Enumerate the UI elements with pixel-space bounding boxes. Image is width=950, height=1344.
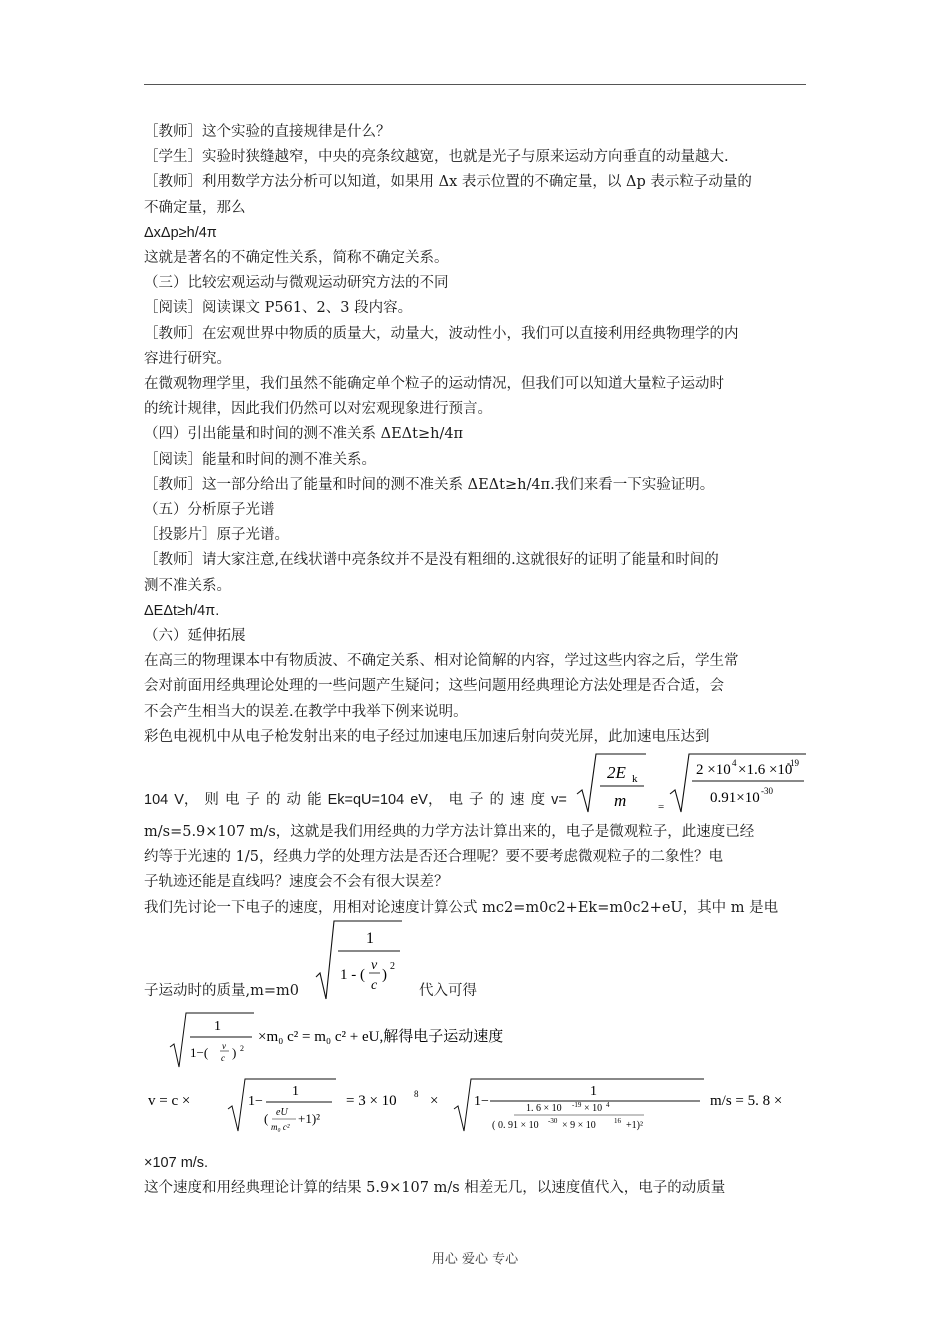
sqrt-formula-mass	[314, 917, 404, 1005]
times-sign: ×	[430, 1092, 439, 1109]
paragraph: 104 V， 则 电 子 的 动 能 Ek=qU=104 eV， 电 子 的 速 度 v=	[144, 792, 567, 809]
variable-m0c2: m₀ c²	[271, 1121, 290, 1132]
formula-line: ΔEΔt≥h/4π.	[144, 602, 220, 619]
sqrt-formula-energy	[162, 1009, 582, 1071]
paragraph: ×107 m/s.	[144, 1154, 209, 1171]
exponent: -30	[548, 1116, 558, 1125]
equation-units: m/s = 5. 8 ×	[710, 1092, 783, 1109]
fraction-numerator: 1	[590, 1083, 597, 1099]
equation-mid: = 3 × 10	[346, 1092, 397, 1109]
exponent: 2	[390, 960, 395, 972]
fraction-subscript: k	[632, 773, 638, 786]
equation-velocity	[144, 1073, 806, 1139]
fraction-numerator: ×1.6 ×10	[738, 762, 793, 779]
paragraph: 我们先讨论一下电子的速度，用相对论速度计算公式 mc2=m0c2+Ek=m0c2+eU，其中 m 是电	[144, 899, 779, 916]
fraction-denominator: 0. 91 × 10	[498, 1119, 539, 1131]
exponent: -30	[761, 786, 773, 797]
paragraph: ［投影片］原子光谱。	[144, 527, 289, 544]
exponent: -19	[572, 1100, 582, 1109]
paragraph: ［教师］这个实验的直接规律是什么？	[144, 124, 391, 140]
fraction-denominator: +1)²	[626, 1119, 643, 1131]
paragraph: ［教师］在宏观世界中物质的质量大，动量大，波动性小，我们可以直接利用经典物理学的内	[144, 325, 739, 342]
fraction-denominator: 1−(	[190, 1044, 209, 1060]
fraction-denominator: m	[614, 791, 627, 811]
fraction-denominator: 0.91×10	[710, 790, 760, 807]
exponent: 16	[614, 1116, 621, 1125]
section-heading: （三）比较宏观运动与微观运动研究方法的不同	[144, 275, 449, 292]
expression: 1−	[474, 1093, 489, 1109]
variable-v: v	[371, 957, 378, 973]
exponent: 4	[606, 1100, 610, 1109]
fraction-numerator: 2 ×10	[696, 762, 731, 779]
paragraph: ［学生］实验时狭缝越窄，中央的亮条纹越宽，也就是光子与原来运动方向垂直的动量越大.	[144, 149, 729, 166]
paragraph: 容进行研究。	[144, 350, 231, 367]
exponent: 8	[414, 1088, 419, 1099]
variable-v: v	[222, 1040, 226, 1051]
radical-sign	[170, 1013, 254, 1067]
variable-c: c	[371, 977, 378, 993]
exponent: -19	[787, 758, 799, 769]
paragraph: 的统计规律，因此我们仍然可以对宏观现象进行预言。	[144, 401, 492, 418]
paren-close: )	[232, 1044, 237, 1060]
sqrt-formula-velocity	[144, 1073, 806, 1137]
paragraph: 这就是著名的不确定性关系，简称不确定关系。	[144, 250, 449, 267]
fraction-denominator: 1. 6 × 10	[526, 1102, 562, 1114]
exponent: 4	[732, 758, 737, 769]
variable-eU: eU	[276, 1106, 288, 1118]
paragraph: 测不准关系。	[144, 577, 231, 594]
section-heading: （六）延伸拓展	[144, 628, 246, 645]
equation-energy	[144, 1009, 806, 1073]
paragraph: 不会产生相当大的误差.在教学中我举下例来说明。	[144, 703, 468, 720]
relativistic-mass-line	[144, 921, 806, 1009]
fraction-numerator: 1	[366, 929, 374, 947]
paragraph: 在高三的物理课本中有物质波、不确定关系、相对论简解的内容，学过这些内容之后，学生常	[144, 653, 739, 670]
paren-close: )	[382, 966, 387, 983]
fraction-numerator: 1	[292, 1083, 299, 1099]
paragraph: 约等于光速的 1/5，经典力学的处理方法是否还合理呢？要不要考虑微观粒子的二象性？电	[144, 849, 723, 866]
equals-sign: =	[658, 801, 665, 814]
paragraph: 这个速度和用经典理论计算的结果 5.9×107 m/s 相差无几，以速度值代入，电子的动质量	[144, 1180, 726, 1197]
paragraph: ［阅读］能量和时间的测不准关系。	[144, 451, 376, 468]
paragraph: ［教师］请大家注意,在线状谱中亮条纹并不是没有粗细的.这就很好的证明了能量和时间的	[144, 552, 719, 569]
page-footer: 用心 爱心 专心	[431, 1252, 519, 1267]
fraction-denominator: × 9 × 10	[562, 1119, 596, 1131]
expression: 1−	[248, 1093, 263, 1109]
section-heading: （五）分析原子光谱	[144, 502, 275, 519]
paragraph: m/s=5.9×107 m/s，这就是我们用经典的力学方法计算出来的，电子是微观粒子，此速度已经	[144, 824, 755, 841]
fraction-denominator: × 10	[584, 1102, 603, 1114]
velocity-formula-line	[144, 750, 806, 820]
fraction-denominator: (	[492, 1119, 496, 1131]
fraction-denominator: (	[264, 1110, 269, 1126]
paragraph: 代入可得	[419, 982, 477, 999]
equation-text: ×m₀ c² = m₀ c² + eU,解得电子运动速度	[258, 1028, 504, 1045]
paragraph: 子运动时的质量,m=m0	[144, 982, 299, 999]
paragraph: 子轨迹还能是直线吗？速度会不会有很大误差？	[144, 874, 449, 891]
paragraph: 在微观物理学里，我们虽然不能确定单个粒子的运动情况，但我们可以知道大量粒子运动时	[144, 376, 724, 393]
fraction-numerator: 1	[214, 1018, 221, 1034]
section-heading: （四）引出能量和时间的测不准关系 ΔEΔt≥h/4π	[144, 426, 464, 443]
paragraph: 不确定量，那么	[144, 199, 246, 216]
paragraph: 会对前面用经典理论处理的一些问题产生疑问；这些问题用经典理论方法处理是否合适，会	[144, 678, 724, 695]
paragraph: ［阅读］阅读课文 P561、2、3 段内容。	[144, 300, 413, 317]
variable-c: c	[221, 1052, 225, 1063]
paragraph: 彩色电视机中从电子枪发射出来的电子经过加速电压加速后射向荧光屏，此加速电压达到	[144, 728, 710, 745]
formula-line: ΔxΔp≥h/4π	[144, 224, 217, 241]
fraction-denominator: +1)²	[298, 1110, 321, 1126]
document-body	[144, 120, 806, 1201]
sqrt-formula-classical	[574, 750, 809, 820]
exponent: 2	[240, 1043, 244, 1053]
paragraph: ［教师］利用数学方法分析可以知道，如果用 Δx 表示位置的不确定量，以 Δp 表示粒子动量的	[144, 174, 752, 191]
equation-prefix: v = c ×	[148, 1092, 191, 1109]
radical-sign	[316, 921, 402, 999]
fraction-numerator: 2E	[607, 763, 626, 783]
header-rule	[144, 84, 806, 85]
fraction-denominator: 1 - (	[340, 966, 365, 983]
paragraph: ［教师］这一部分给出了能量和时间的测不准关系 ΔEΔt≥h/4π.我们来看一下实验证明。	[144, 476, 715, 493]
